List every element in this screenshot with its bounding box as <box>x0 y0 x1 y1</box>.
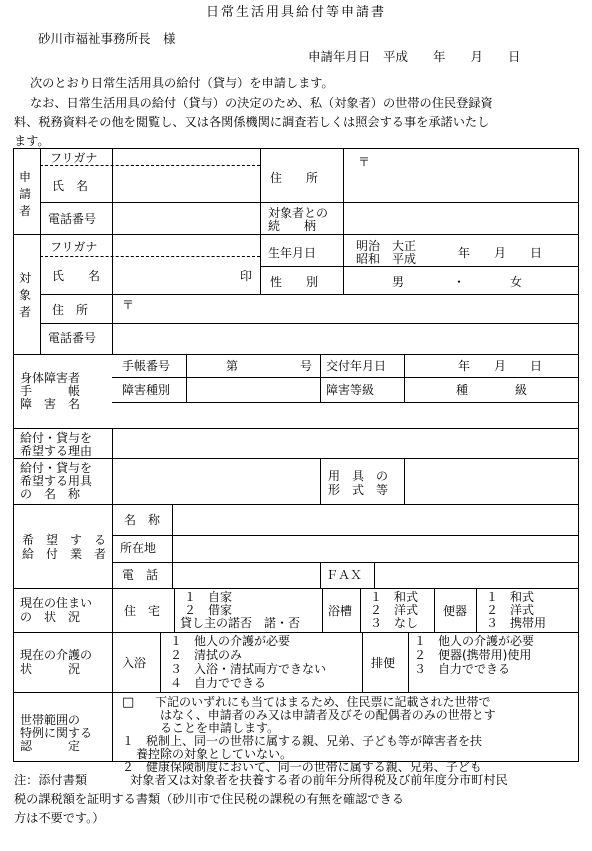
bathtub-label: 浴槽 <box>328 604 353 618</box>
divider <box>112 535 579 536</box>
divider <box>13 504 579 505</box>
divider <box>404 354 405 402</box>
vendor-fax-label: ＦＡＸ <box>326 568 363 582</box>
subject-name-label: 氏 名 <box>52 269 101 283</box>
vendor-location-label: 所在地 <box>120 541 157 555</box>
reason-label: 給付・貸与を <box>20 431 93 445</box>
divider <box>112 692 113 762</box>
addressee: 砂川市福祉事務所長 様 <box>38 31 176 46</box>
era-options: 昭和 平成 <box>356 252 417 266</box>
item-label: 希望する用具 <box>20 474 93 488</box>
relation-label: 対象者との <box>268 206 329 220</box>
handbook-dai: 第 <box>226 359 239 373</box>
household-text: はなく、申請者のみ又は申請者及びその配偶者のみの世帯とす <box>160 708 496 722</box>
care-bath-option: ４ 自力でできる <box>170 676 267 690</box>
toilet-option: １ 和式 <box>486 590 535 604</box>
sex-label: 性 別 <box>270 275 319 289</box>
care-bath-option: １ 他人の介護が必要 <box>170 634 291 648</box>
toilet-option: ３ 携帯用 <box>486 616 547 630</box>
divider <box>112 562 579 563</box>
divider <box>112 428 113 458</box>
divider <box>112 458 113 504</box>
relation-label: 続 柄 <box>268 219 317 233</box>
item-label: の 名 称 <box>20 487 81 501</box>
note-text: 税の課税額を証明する書類（砂川市で住民税の課税の有無を確認できる <box>14 792 404 806</box>
divider <box>160 632 161 692</box>
sex-separator: ・ <box>453 275 466 289</box>
divider <box>112 377 579 378</box>
disability-grade-label: 障害等級 <box>326 383 375 397</box>
intro-line: なお、日常生活用具の給付（貸与）の決定のため、私（対象者）の世帯の住民登録資 <box>30 96 493 110</box>
house-landlord-consent: 貸し主の諾否 諾・否 <box>180 616 301 630</box>
divider <box>13 234 579 235</box>
divider <box>260 266 579 267</box>
household-text: ２ 健康保険制度において、同一の世帯に属する親、兄弟、子ども <box>122 760 482 774</box>
handbook-label: 手 帳 <box>20 384 81 398</box>
handbook-label: 障 害 名 <box>20 397 81 411</box>
divider <box>362 632 363 692</box>
care-bath-label: 入浴 <box>122 656 147 670</box>
grade-shu: 種 <box>456 383 469 397</box>
birthdate-label: 生年月日 <box>268 246 317 260</box>
household-checkbox[interactable]: □ <box>122 695 135 710</box>
intro-line: 料、税務資料その他を閲覧し、又は各関係機関に調査若しくは照会する事を承諾いたし <box>14 115 490 129</box>
care-label: 現在の介護の <box>20 648 93 662</box>
postal-mark: 〒 <box>122 298 135 312</box>
note-label: 注：添付書類 <box>14 773 88 787</box>
divider <box>13 692 579 693</box>
divider <box>343 148 344 294</box>
divider <box>13 354 579 355</box>
divider <box>320 562 321 588</box>
divider <box>408 632 409 692</box>
applicant-furigana-label: フリガナ <box>50 151 98 165</box>
divider <box>434 588 435 632</box>
divider <box>13 588 579 589</box>
reason-label: 希望する理由 <box>20 444 93 458</box>
vendor-label: 希 望 す る <box>22 533 107 547</box>
applicant-name-label: 氏 名 <box>52 179 89 193</box>
household-label: 特例に関する <box>20 726 93 740</box>
subject-address-label: 住 所 <box>52 303 89 317</box>
subject-section-label: 対象者 <box>18 271 31 319</box>
household-text: ることを申請します。 <box>160 721 280 735</box>
form-title: 日常生活用具給付等申請書 <box>205 5 386 20</box>
toilet-label: 便器 <box>443 604 468 618</box>
care-bath-option: ２ 清拭のみ <box>170 648 243 662</box>
divider <box>260 202 579 203</box>
divider <box>404 458 405 504</box>
subject-furigana-label: フリガナ <box>50 240 98 254</box>
vendor-phone-label: 電 話 <box>122 568 159 582</box>
housing-label: 現在の住まい <box>20 596 93 610</box>
toilet-option: ２ 洋式 <box>486 603 535 617</box>
bathtub-option: ２ 洋式 <box>370 603 419 617</box>
divider <box>40 256 260 257</box>
divider <box>320 458 321 504</box>
divider <box>186 354 187 377</box>
note-text: 対象者又は対象者を扶養する者の前年分所得税及び前年度分市町村民 <box>130 773 508 787</box>
bathtub-option: ３ なし <box>370 616 419 630</box>
divider <box>112 588 113 632</box>
divider <box>13 632 579 633</box>
divider <box>360 588 361 632</box>
vendor-label: 給 付 業 者 <box>22 547 107 561</box>
divider <box>260 148 261 294</box>
item-form-label: 用 具 の <box>328 469 389 483</box>
handbook-number-label: 手帳番号 <box>122 359 171 373</box>
house-option: ２ 借家 <box>184 603 233 617</box>
divider <box>172 504 173 588</box>
divider <box>322 588 323 632</box>
house-option: １ 自家 <box>184 590 233 604</box>
intro-line: 次のとおり日常生活用具の給付（貸与）を申請します。 <box>30 76 334 90</box>
issue-date-label: 交付年月日 <box>326 359 387 373</box>
subject-phone-label: 電話番号 <box>48 331 97 345</box>
item-label: 給付・貸与を <box>20 461 93 475</box>
care-label: 状 況 <box>20 662 81 676</box>
applicant-section-label: 申請者 <box>18 170 31 218</box>
household-text: 養控除の対象としていない。 <box>136 747 293 761</box>
applicant-address-label: 住 所 <box>270 171 319 185</box>
seal-mark: 印 <box>240 269 253 283</box>
care-excretion-label: 排便 <box>371 656 396 670</box>
divider <box>40 148 41 234</box>
divider <box>13 428 579 429</box>
divider <box>476 588 477 632</box>
divider <box>320 354 321 402</box>
handbook-label: 身体障害者 <box>20 371 81 385</box>
divider <box>374 562 375 588</box>
birthdate-ymd: 年 月 日 <box>458 246 543 260</box>
housing-label: の 状 況 <box>20 610 81 624</box>
divider <box>40 165 260 166</box>
sex-female: 女 <box>510 275 523 289</box>
intro-line: ます。 <box>14 134 50 148</box>
handbook-go: 号 <box>300 359 313 373</box>
household-label: 世帯範囲の <box>20 713 81 727</box>
divider <box>40 202 260 203</box>
care-excretion-option: ３ 自力でできる <box>414 662 511 676</box>
house-label: 住 宅 <box>124 604 161 618</box>
divider <box>40 294 579 295</box>
application-date: 申請年月日 平成 年 月 日 <box>308 49 521 64</box>
divider <box>186 377 187 402</box>
era-options: 明治 大正 <box>356 239 417 253</box>
divider <box>112 504 113 588</box>
divider <box>13 458 579 459</box>
item-form-label: 形 式 等 <box>328 483 389 497</box>
sex-male: 男 <box>392 275 405 289</box>
issue-date-ymd: 年 月 日 <box>458 359 543 373</box>
household-text: １ 税制上、同一の世帯に属する親、兄弟、子ども等が障害者を扶 <box>122 734 483 748</box>
divider <box>40 323 579 324</box>
postal-mark: 〒 <box>358 155 371 169</box>
household-label: 認 定 <box>20 739 81 753</box>
care-bath-option: ３ 入浴・清拭両方できない <box>170 662 327 676</box>
disability-type-label: 障害種別 <box>122 383 171 397</box>
household-text: 下記のいずれにも当てはまるため、住民票に記載された世帯で <box>155 695 491 709</box>
care-excretion-option: １ 他人の介護が必要 <box>414 634 535 648</box>
vendor-name-label: 名 称 <box>124 513 161 527</box>
divider <box>174 588 175 632</box>
grade-kyu: 級 <box>515 383 528 397</box>
applicant-phone-label: 電話番号 <box>48 212 97 226</box>
divider <box>112 632 113 692</box>
divider <box>112 402 579 403</box>
bathtub-option: １ 和式 <box>370 590 419 604</box>
note-text: 方は不要です。） <box>14 811 105 825</box>
care-excretion-option: ２ 便器(携帯用)使用 <box>414 648 532 662</box>
